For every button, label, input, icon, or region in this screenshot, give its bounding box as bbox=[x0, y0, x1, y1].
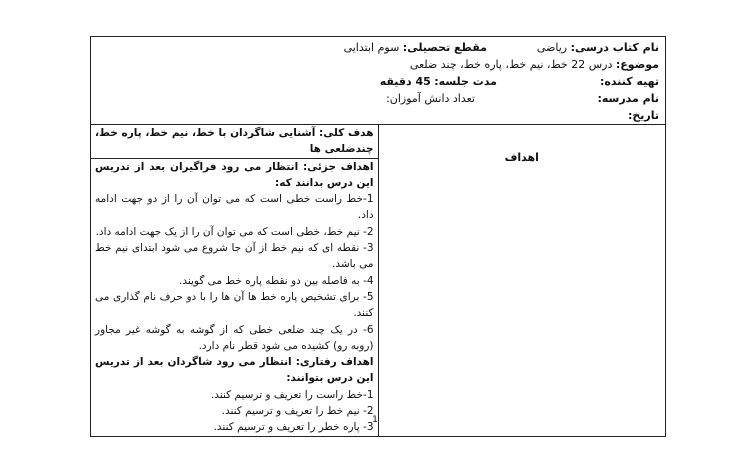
header-row-author bbox=[97, 73, 659, 90]
partial-goal-item: 1-خط راست خطی است که می توان آن را از دو جهت ادامه داد. bbox=[95, 193, 374, 222]
behavioral-goal-item: 3- پاره خطر را تعریف و ترسیم کنند. bbox=[213, 421, 374, 434]
partial-goal-item: 6- در یک چند ضلعی خطی که از گوشه به گوشه غیر مجاور (روبه رو) کشیده می شود قطر نام دارد. bbox=[95, 323, 374, 352]
grade-group bbox=[344, 39, 487, 56]
book-value: ریاضی bbox=[536, 41, 568, 54]
general-goal: هدف کلی: آشنایی شاگردان با خط، نیم خط، پاره خط، چندضلعی ها bbox=[95, 127, 374, 156]
date-label: تاریخ: bbox=[627, 109, 659, 122]
goals-section-label: اهداف bbox=[378, 125, 666, 437]
lesson-plan bbox=[90, 36, 666, 437]
partial-goals-title: اهداف جزئی: انتظار می رود فراگیران بعد از تدریس این درس بدانند که: bbox=[95, 160, 374, 189]
goals-content bbox=[91, 125, 379, 437]
grade-value: سوم ابتدایی bbox=[343, 41, 400, 54]
author-label: تهیه کننده: bbox=[599, 75, 659, 88]
header-row-school bbox=[97, 90, 659, 107]
partial-goal-item: 2- نیم خط، خطی است که می توان آن را از یک جهت ادامه داد. bbox=[95, 225, 374, 238]
behavioral-goal-item: 1-خط راست را تعریف و ترسیم کنند. bbox=[210, 388, 374, 401]
page-number: 1 bbox=[372, 415, 378, 425]
topic-label: موضوع: bbox=[615, 58, 659, 71]
header-row-book bbox=[97, 39, 659, 56]
book-label: نام کتاب درسی: bbox=[570, 41, 659, 54]
partial-goal-item: 4- به فاصله بین دو نقطه پاره خط می گویند. bbox=[178, 274, 374, 287]
school-label: نام مدرسه: bbox=[597, 92, 659, 105]
partial-goal-item: 5- برای تشخیص پاره خط ها آن ها را با دو حرف نام گذاری می کنند. bbox=[95, 290, 374, 320]
header-row-date bbox=[97, 107, 659, 124]
duration-group bbox=[380, 73, 497, 90]
topic-value: درس 22 خط، نیم خط، پاره خط، چند ضلعی bbox=[409, 58, 613, 71]
duration-value: 45 دقیقه bbox=[379, 75, 431, 88]
students-label: تعداد دانش آموزان: bbox=[386, 92, 475, 105]
partial-goal-item: 3- نقطه ای که نیم خط از آن جا شروع می شود ابتدای نیم خط می باشد. bbox=[95, 242, 374, 271]
behavioral-goal-item: 2- نیم خط را تعریف و ترسیم کنند. bbox=[221, 405, 374, 418]
lesson-plan-table bbox=[90, 36, 666, 437]
header-cell bbox=[91, 37, 666, 125]
header-row-topic bbox=[97, 56, 659, 73]
behavioral-goals-title: اهداف رفتاری: انتظار می رود شاگردان بعد از تدریس این درس بتوانند: bbox=[95, 356, 374, 385]
duration-label: مدت جلسه: bbox=[434, 75, 497, 88]
grade-label: مقطع تحصیلی: bbox=[402, 41, 487, 54]
